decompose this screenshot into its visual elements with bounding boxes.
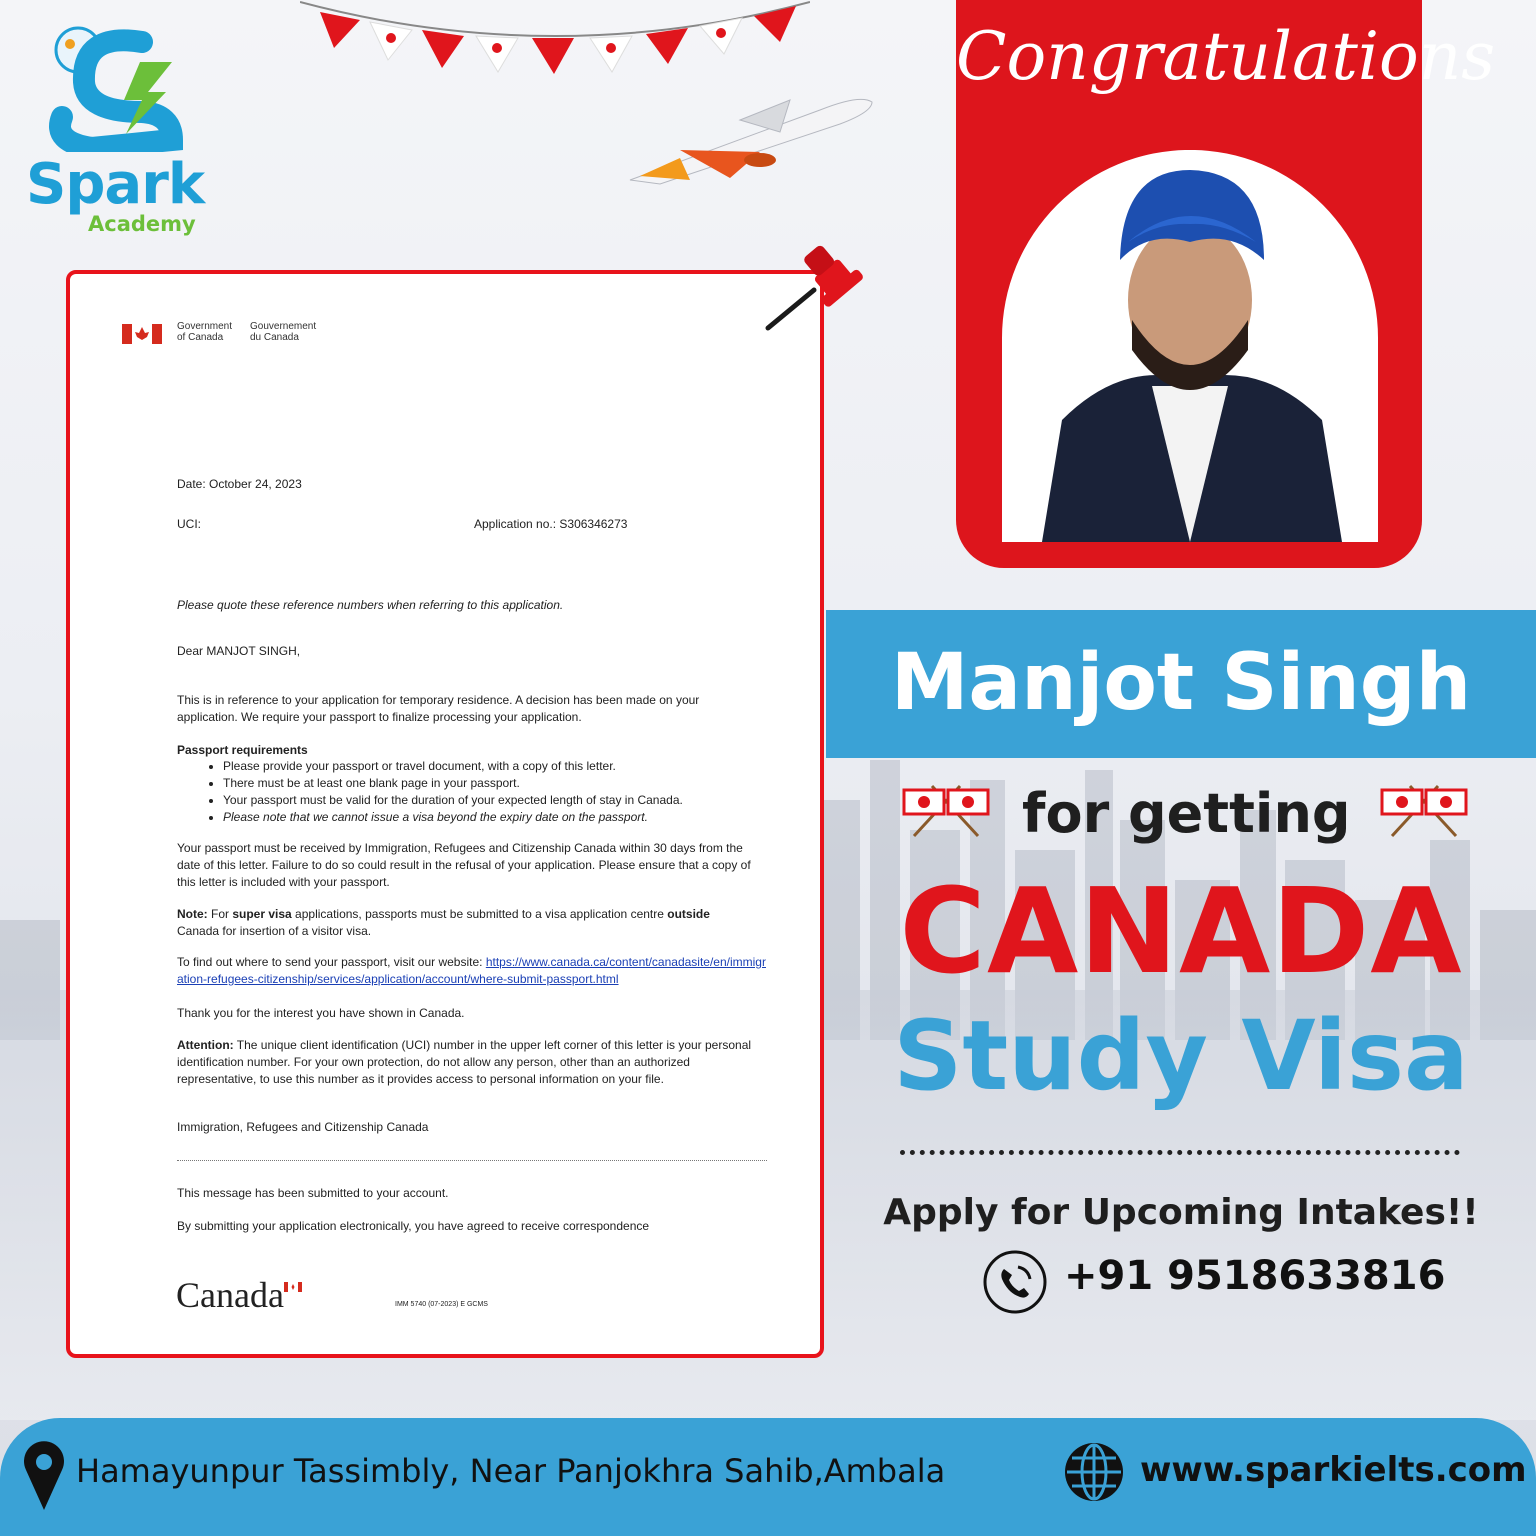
- letter-signature: Immigration, Refugees and Citizenship Canada: [177, 1120, 429, 1134]
- list-item: • Please note that we cannot issue a visa beyond the expiry date on the passport.: [223, 809, 823, 826]
- globe-icon: [1062, 1440, 1126, 1504]
- dotted-divider: [900, 1150, 1460, 1155]
- letter-find-passport: To find out where to send your passport, visit our website: https://www.canada.ca/content/canadasite/en/immigration-refugees-citizenship/services/application/account/where-submit-passport.html: [177, 955, 766, 986]
- letter-uci: UCI:: [177, 517, 201, 531]
- gov-en-label: Government of Canada: [177, 321, 233, 343]
- location-pin-icon: [22, 1440, 66, 1512]
- phone-icon: [982, 1249, 1048, 1315]
- apply-cta: Apply for Upcoming Intakes!!: [883, 1192, 1479, 1233]
- spark-s-logo-icon: [22, 22, 222, 152]
- logo-subtitle: Academy: [88, 212, 196, 236]
- congrats-photo-panel: [956, 0, 1496, 568]
- spark-academy-logo: [22, 22, 222, 236]
- airplane-illustration: [620, 80, 880, 190]
- phone-number[interactable]: +91 9518633816: [1064, 1253, 1446, 1299]
- letter-requirements-title: Passport requirements: [177, 743, 308, 757]
- letter-paragraph-1: This is in reference to your application for temporary residence. A decision has been made on your application. We require your passport to finalize processing your application.: [177, 693, 700, 724]
- letter-note: Note: For super visa applications, passports must be submitted to a visa application centre outside Canada for insertion of a visitor visa.: [177, 907, 710, 938]
- logo-wordmark: Spark: [26, 152, 205, 217]
- crossed-canada-flags-icon: [1378, 778, 1470, 838]
- footer-website-link[interactable]: www.sparkielts.com: [1140, 1450, 1527, 1490]
- letter-form-code: IMM 5740 (07-2023) E GCMS: [395, 1301, 488, 1308]
- crossed-canada-flags-icon: [900, 778, 992, 838]
- gov-fr-label: Gouvernement du Canada: [250, 321, 317, 343]
- letter-requirements-list: [177, 758, 823, 826]
- for-getting-text: for getting: [1022, 782, 1351, 845]
- passport-submit-link[interactable]: https://www.canada.ca/content/canadasite/en/immigration-refugees-citizenship/services/application/account/where-submit-passport.html: [177, 955, 766, 986]
- letter-date: Date: October 24, 2023: [177, 477, 302, 491]
- letter-divider: [177, 1160, 767, 1161]
- letter-paragraph-2: Your passport must be received by Immigration, Refugees and Citizenship Canada within 30 days from the date of this letter. Failure to do so could result in the refusal of your application. Please ensure that a copy of this letter is included with your passport.: [177, 841, 751, 889]
- canada-bunting-decoration: [300, 0, 810, 90]
- country-title: CANADA: [899, 862, 1463, 1000]
- student-photo: [1002, 150, 1378, 542]
- letter-thanks: Thank you for the interest you have shown in Canada.: [177, 1006, 465, 1020]
- letter-submitted-note: This message has been submitted to your account.: [177, 1186, 449, 1200]
- canada-wordmark-flag-icon: [284, 1282, 302, 1292]
- footer-address: Hamayunpur Tassimbly, Near Panjokhra Sahib,Ambala: [76, 1452, 946, 1490]
- for-getting-row: [900, 778, 1470, 848]
- name-banner: [826, 610, 1536, 758]
- canada-wordmark: Canada: [176, 1275, 284, 1315]
- letter-attention: Attention: The unique client identification (UCI) number in the upper left corner of this letter is your personal identification number. For your own protection, do not allow any person, other than an authorized representative, to use this number as it provides access to personal information on your file.: [177, 1038, 752, 1086]
- congratulations-title: Congratulations: [956, 18, 1496, 95]
- student-name: Manjot Singh: [890, 638, 1472, 728]
- list-item: • Your passport must be valid for the duration of your expected length of stay in Canada.: [223, 792, 823, 809]
- list-item: • There must be at least one blank page in your passport.: [223, 775, 823, 792]
- visa-letter-card: [66, 270, 824, 1358]
- letter-application-no: Application no.: S306346273: [474, 517, 628, 531]
- list-item: • Please provide your passport or travel document, with a copy of this letter.: [223, 758, 823, 775]
- letter-consent-note: By submitting your application electronically, you have agreed to receive correspondence: [177, 1219, 650, 1233]
- letter-quote-notice: Please quote these reference numbers when referring to this application.: [177, 598, 564, 612]
- canada-flag-icon: [122, 324, 162, 344]
- visa-type-title: Study Visa: [893, 1000, 1469, 1112]
- letter-salutation: Dear MANJOT SINGH,: [177, 644, 301, 658]
- push-pin-icon: [762, 236, 872, 336]
